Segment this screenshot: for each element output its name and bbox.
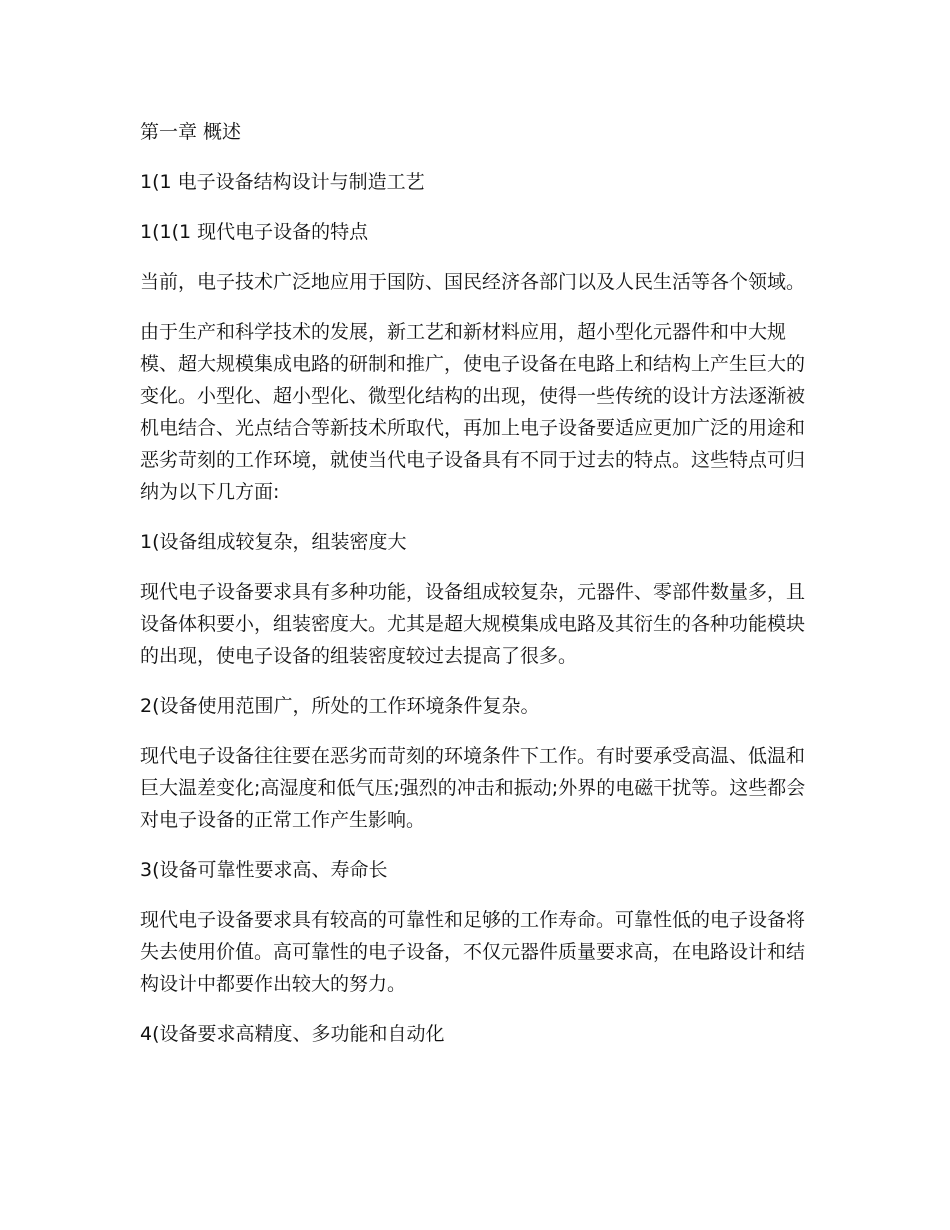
paragraph-intro: 当前，电子技术广泛地应用于国防、国民经济各部门以及人民生活等各个领域。 (140, 271, 806, 293)
item-heading-2: 2(设备使用范围广，所处的工作环境条件复杂。 (140, 695, 540, 717)
paragraph-item-3: 现代电子设备要求具有较高的可靠性和足够的工作寿命。可靠性低的电子设备将失去使用价值。高可靠性的电子设备，不仅元器件质量要求高，在电路设计和结构设计中都要作出较大的努力。 (140, 909, 806, 995)
document-body (140, 116, 812, 1068)
paragraph-item-2: 现代电子设备往往要在恶劣而苛刻的环境条件下工作。有时要承受高温、低温和巨大温差变化;高湿度和低气压;强烈的冲击和振动;外界的电磁干扰等。这些都会对电子设备的正常工作产生影响。 (140, 745, 806, 831)
item-heading-1: 1(设备组成较复杂，组装密度大 (140, 531, 407, 553)
section-title: 1(1 电子设备结构设计与制造工艺 (140, 171, 425, 193)
item-heading-4: 4(设备要求高精度、多功能和自动化 (140, 1023, 445, 1045)
chapter-title: 第一章 概述 (140, 121, 242, 143)
item-heading-3: 3(设备可靠性要求高、寿命长 (140, 859, 388, 881)
paragraph-item-1: 现代电子设备要求具有多种功能，设备组成较复杂，元器件、零部件数量多，且设备体积要小，组装密度大。尤其是超大规模集成电路及其衍生的各种功能模块的出现，使电子设备的组装密度较过去提高了很多。 (140, 581, 806, 667)
paragraph-development: 由于生产和科学技术的发展，新工艺和新材料应用，超小型化元器件和中大规模、超大规模集成电路的研制和推广，使电子设备在电路上和结构上产生巨大的变化。小型化、超小型化、微型化结构的出现，使得一些传统的设计方法逐渐被机电结合、光点结合等新技术所取代，再加上电子设备要适应更加广泛的用途和恶劣苛刻的工作环境，就使当代电子设备具有不同于过去的特点。这些特点可归纳为以下几方面: (140, 321, 806, 503)
subsection-title: 1(1(1 现代电子设备的特点 (140, 221, 369, 243)
